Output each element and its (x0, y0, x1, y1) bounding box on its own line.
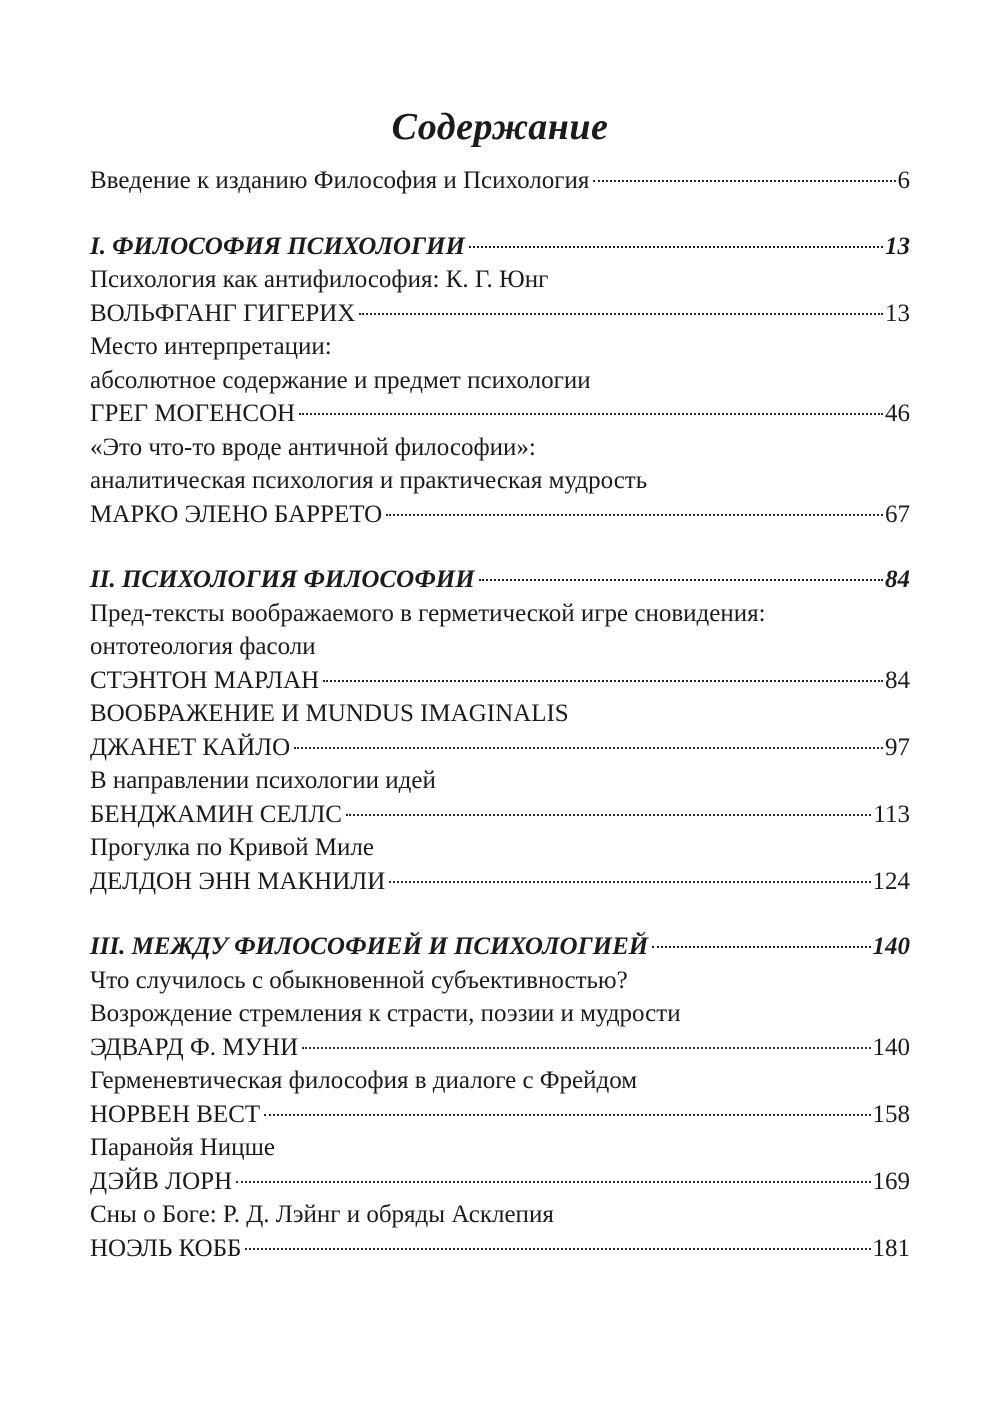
toc-entry-title[interactable]: Возрождение стремления к страсти, поэзии и мудрости (90, 1000, 681, 1027)
author-name: НОРВЕН ВЕСТ (90, 1100, 261, 1128)
toc-entry-title[interactable]: «Это что-то вроде античной философии»: (90, 433, 536, 461)
toc-entry-author[interactable] (90, 397, 910, 431)
dot-leader (359, 313, 883, 315)
page-number: 13 (885, 299, 910, 327)
toc-entry-title[interactable]: Пред-тексты воображаемого в герметической игре сновидения: (90, 599, 766, 627)
author-name: ДЭЙВ ЛОРН (90, 1167, 233, 1195)
toc-entry-title[interactable]: Паранойя Ницше (90, 1134, 275, 1161)
author-name: БЕНДЖАМИН СЕЛЛС (90, 800, 342, 828)
page-number: 97 (885, 733, 910, 761)
toc-entry-intro[interactable] (90, 164, 910, 198)
dot-leader (294, 747, 883, 749)
page-number: 181 (872, 1234, 910, 1262)
page-number: 46 (885, 400, 910, 427)
toc-entry-title[interactable]: Прогулка по Кривой Миле (90, 834, 374, 861)
toc-entry-author[interactable] (90, 1031, 910, 1065)
toc-entry-author[interactable] (90, 798, 910, 832)
author-name: МАРКО ЭЛЕНО БАРРЕТО (90, 500, 383, 528)
dot-leader (299, 413, 883, 415)
dot-leader (469, 246, 883, 248)
toc-entry-title[interactable]: В направлении психологии идей (90, 767, 436, 794)
page-number: 124 (872, 867, 910, 895)
toc-sections (90, 230, 910, 1266)
dot-leader (236, 1181, 870, 1183)
toc-entry-title[interactable]: Герменевтическая философия в диалоге с Фрейдом (90, 1067, 638, 1094)
dot-leader (389, 881, 870, 883)
author-name: НОЭЛЬ КОББ (90, 1234, 242, 1262)
author-name: ЭДВАРД Ф. МУНИ (90, 1033, 299, 1061)
toc-entry-author[interactable] (90, 1098, 910, 1132)
toc-entry-title[interactable]: Что случилось с обыкновенной субъективностью? (90, 966, 628, 994)
dot-leader (652, 946, 870, 948)
page-number: 13 (885, 232, 910, 260)
toc-entry-title[interactable]: ВООБРАЖЕНИЕ И MUNDUS IMAGINALIS (90, 700, 569, 727)
dot-leader (346, 814, 871, 816)
dot-leader (245, 1248, 870, 1250)
toc-entry-title[interactable]: Сны о Боге: Р. Д. Лэйнг и обряды Асклепия (90, 1201, 554, 1228)
dot-leader (593, 180, 895, 182)
page-number: 84 (885, 566, 910, 593)
toc-entry-title[interactable]: Психология как антифилософия: К. Г. Юнг (90, 266, 549, 293)
toc-entry-author[interactable] (90, 1232, 910, 1266)
page-number: 67 (885, 500, 910, 528)
section-title: II. ПСИХОЛОГИЯ ФИЛОСОФИИ (90, 566, 475, 593)
section-title: I. ФИЛОСОФИЯ ПСИХОЛОГИИ (90, 232, 465, 260)
page-number: 158 (872, 1100, 910, 1128)
toc-entry-author[interactable] (90, 664, 910, 698)
toc-entry-title[interactable]: аналитическая психология и практическая мудрость (90, 467, 648, 494)
dot-leader (302, 1047, 870, 1049)
page-number: 169 (872, 1167, 910, 1195)
toc-entry-author[interactable] (90, 297, 910, 331)
dot-leader (479, 579, 883, 581)
section-heading[interactable] (90, 230, 910, 264)
author-name: ДЖАНЕТ КАЙЛО (90, 733, 291, 761)
section-heading[interactable] (90, 930, 910, 964)
dot-leader (386, 514, 883, 516)
toc-entry-title[interactable]: онтотеология фасоли (90, 633, 316, 660)
page-number: 140 (872, 933, 910, 960)
page-number: 84 (885, 666, 910, 694)
table-of-contents (90, 100, 910, 1265)
page-number: 6 (897, 167, 910, 194)
toc-entry-title: Введение к изданию Философия и Психология (90, 167, 590, 194)
toc-entry-title[interactable]: абсолютное содержание и предмет психологии (90, 366, 591, 394)
toc-entry-author[interactable] (90, 865, 910, 899)
author-name: СТЭНТОН МАРЛАН (90, 666, 320, 694)
page-number: 140 (872, 1033, 910, 1061)
toc-entry-author[interactable] (90, 1165, 910, 1199)
section-title: III. МЕЖДУ ФИЛОСОФИЕЙ И ПСИХОЛОГИЕЙ (90, 933, 649, 960)
dot-leader (264, 1114, 870, 1116)
section-heading[interactable] (90, 563, 910, 597)
author-name: ДЕЛДОН ЭНН МАКНИЛИ (90, 867, 386, 895)
dot-leader (323, 680, 883, 682)
toc-entry-title[interactable]: Место интерпретации: (90, 333, 332, 360)
author-name: ВОЛЬФГАНГ ГИГЕРИХ (90, 299, 356, 327)
toc-entry-author[interactable] (90, 498, 910, 532)
page-number: 113 (873, 800, 910, 828)
page-title: Содержание (391, 106, 609, 148)
toc-entry-author[interactable] (90, 731, 910, 765)
author-name: ГРЕГ МОГЕНСОН (90, 400, 296, 427)
